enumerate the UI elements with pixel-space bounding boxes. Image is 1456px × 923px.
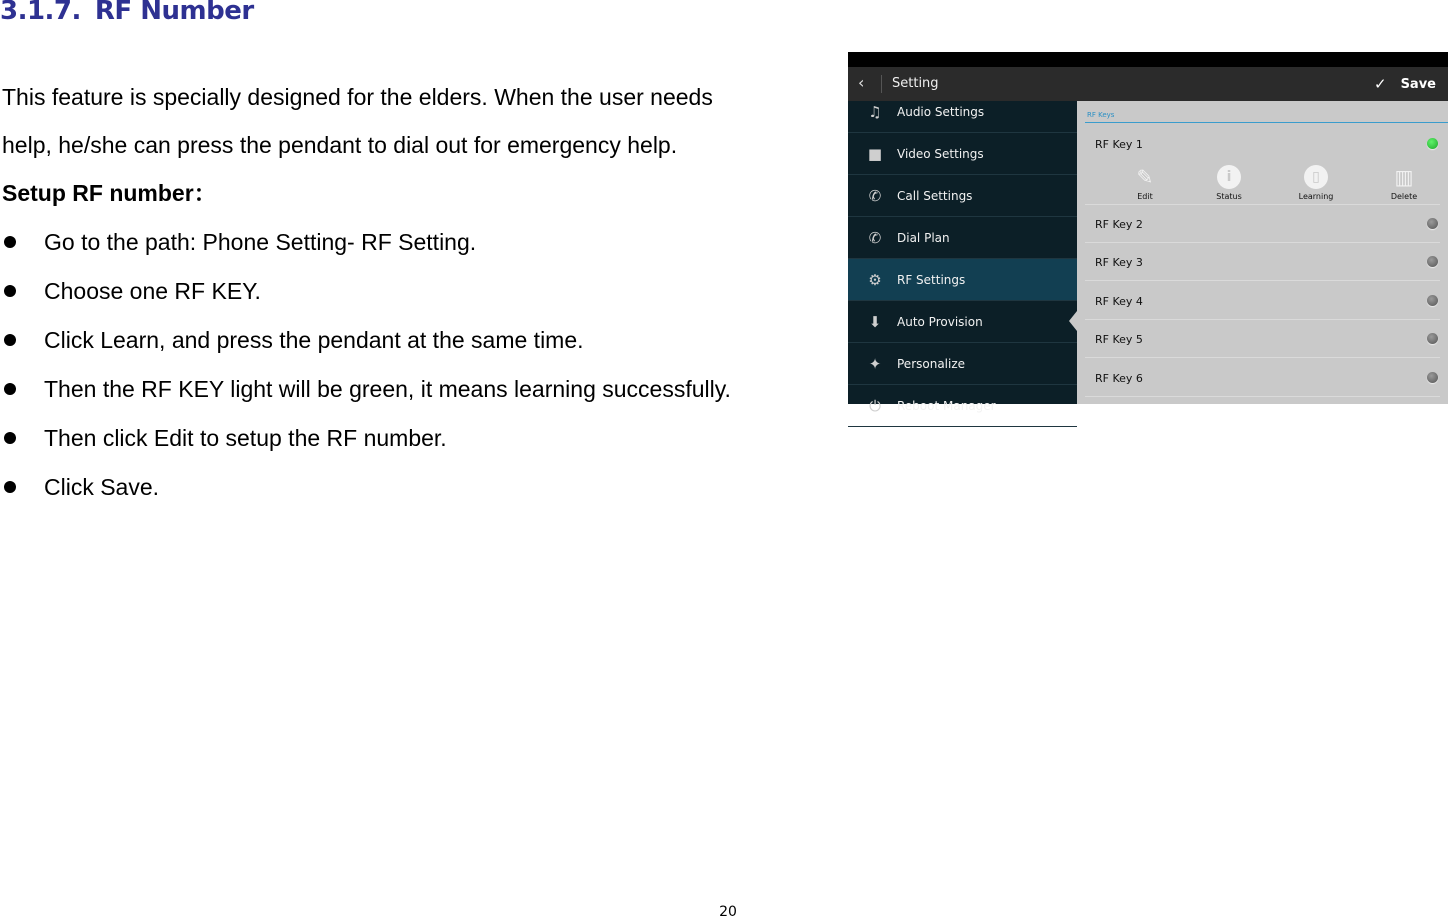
device-screenshot xyxy=(848,52,1448,415)
gear-icon: ⚙ xyxy=(868,270,882,289)
status-bar xyxy=(848,52,1448,67)
status-led-gray-icon xyxy=(1427,333,1438,344)
sidebar-item-dial-plan[interactable]: ✆ Dial Plan xyxy=(848,217,1077,259)
intro-line-2: help, he/she can press the pendant to dial out for emergency help. xyxy=(2,132,678,158)
learning-button[interactable]: ▯ Learning xyxy=(1286,165,1346,201)
rf-key-row[interactable]: RF Key 4 xyxy=(1085,282,1440,320)
status-button[interactable]: i Status xyxy=(1199,165,1259,201)
status-led-gray-icon xyxy=(1427,218,1438,229)
magic-wand-icon: ✦ xyxy=(868,354,882,373)
pencil-icon: ✎ xyxy=(1136,165,1154,189)
save-label: Save xyxy=(1400,76,1436,92)
rf-key-row[interactable]: RF Key 3 xyxy=(1085,243,1440,281)
sidebar-item-call-settings[interactable]: ✆ Call Settings xyxy=(848,175,1077,217)
status-led-gray-icon xyxy=(1427,256,1438,267)
chevron-left-icon[interactable]: ‹ xyxy=(858,73,865,92)
screen-title: Setting xyxy=(892,76,939,91)
sidebar-item-personalize[interactable]: ✦ Personalize xyxy=(848,343,1077,385)
headset-icon: ♫ xyxy=(868,102,882,121)
status-led-gray-icon xyxy=(1427,372,1438,383)
rf-key-row[interactable]: RF Key 5 xyxy=(1085,320,1440,358)
edit-button[interactable]: ✎ Edit xyxy=(1115,165,1175,201)
settings-sidebar xyxy=(848,101,1077,415)
trash-icon: ▥ xyxy=(1394,165,1414,189)
info-icon: i xyxy=(1217,165,1241,189)
section-title: RF Number xyxy=(94,0,254,26)
bullet-icon xyxy=(4,383,16,395)
check-icon: ✓ xyxy=(1373,75,1387,93)
download-arrow-icon: ⬇ xyxy=(868,312,882,331)
status-led-gray-icon xyxy=(1427,295,1438,306)
phone-icon: ✆ xyxy=(868,228,882,247)
sidebar-item-video-settings[interactable]: ■ Video Settings xyxy=(848,133,1077,175)
power-icon: ⏻ xyxy=(869,396,881,415)
phone-icon: ✆ xyxy=(868,186,882,205)
video-camera-icon: ■ xyxy=(867,144,883,163)
section-label: RF Keys xyxy=(1087,111,1115,119)
section-heading xyxy=(0,0,254,26)
rf-key-actions xyxy=(1085,163,1440,205)
bullet-icon xyxy=(4,334,16,346)
rf-key-row[interactable]: RF Key 2 xyxy=(1085,205,1440,243)
sidebar-item-audio-settings[interactable]: ♫ Audio Settings xyxy=(848,91,1077,133)
bullet-icon xyxy=(4,432,16,444)
intro-line-1: This feature is specially designed for the elders. When the user needs xyxy=(2,84,713,110)
sidebar-item-rf-settings[interactable]: ⚙ RF Settings xyxy=(848,259,1077,301)
section-number: 3.1.7. xyxy=(0,0,81,26)
page-number: 20 xyxy=(719,904,737,920)
section-divider xyxy=(1085,122,1448,123)
rf-key-row[interactable]: RF Key 1 xyxy=(1085,125,1440,163)
bullet-icon xyxy=(4,236,16,248)
active-pointer xyxy=(1069,311,1077,331)
rf-key-row[interactable]: RF Key 6 xyxy=(1085,359,1440,397)
save-button[interactable] xyxy=(1374,75,1436,93)
delete-button[interactable]: ▥ Delete xyxy=(1390,165,1418,201)
rf-keys-panel xyxy=(1077,101,1448,404)
book-icon: ▯ xyxy=(1304,165,1328,189)
setup-subheading: Setup RF number： xyxy=(2,180,217,206)
sidebar-item-reboot-manager[interactable]: ⏻ Reboot Manager xyxy=(848,385,1077,427)
sidebar-item-auto-provision[interactable]: ⬇ Auto Provision xyxy=(848,301,1077,343)
bullet-icon xyxy=(4,285,16,297)
status-led-green-icon xyxy=(1427,138,1438,149)
bullet-icon xyxy=(4,481,16,493)
